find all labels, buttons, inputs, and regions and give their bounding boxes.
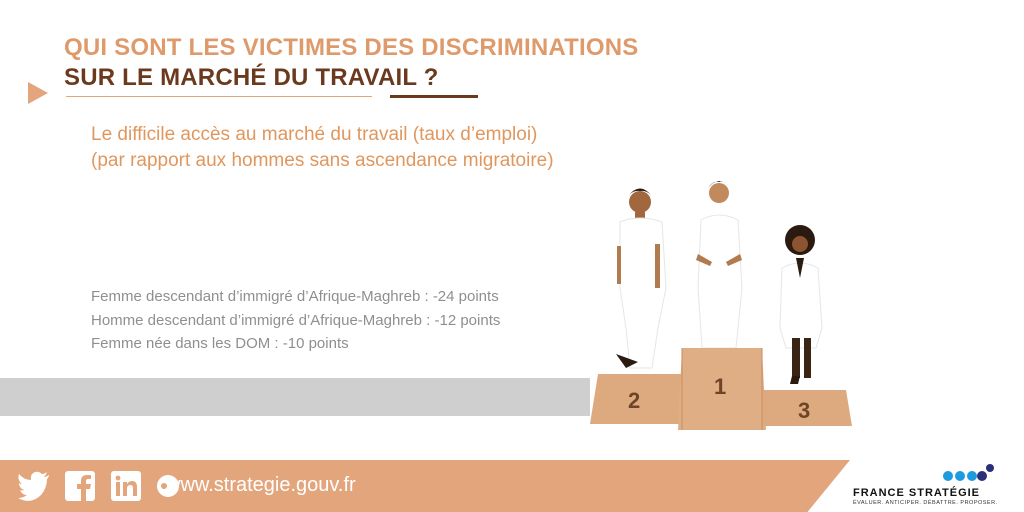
subtitle-line2: (par rapport aux hommes sans ascendance migratoire)	[91, 150, 554, 171]
podium-number-first: 1	[714, 374, 727, 399]
figure-first-place	[696, 181, 742, 348]
brand-tagline: ÉVALUER. ANTICIPER. DÉBATTRE. PROPOSER.	[853, 500, 998, 506]
grey-band	[0, 378, 590, 416]
facebook-icon[interactable]	[60, 467, 100, 505]
france-strategie-logo-icon	[938, 460, 1008, 486]
subtitle-line1: Le difficile accès au marché du travail (taux d’emploi)	[91, 124, 538, 145]
page-title-line1: QUI SONT LES VICTIMES DES DISCRIMINATIONS	[64, 34, 639, 61]
website-link[interactable]: www.strategie.gouv.fr	[166, 474, 356, 496]
stat-item: Femme descendant d’immigré d’Afrique-Maghreb : -24 points	[91, 288, 499, 305]
page-title-line2: SUR LE MARCHÉ DU TRAVAIL ?	[64, 64, 439, 91]
stat-item: Homme descendant d’immigré d’Afrique-Maghreb : -12 points	[91, 312, 501, 329]
play-arrow-icon	[28, 82, 48, 104]
twitter-icon[interactable]	[14, 467, 54, 505]
title-underline-accent	[390, 95, 478, 98]
stat-item: Femme née dans les DOM : -10 points	[91, 335, 349, 352]
podium-illustration	[586, 178, 856, 438]
figure-third-place	[780, 225, 822, 384]
podium-number-second: 2	[628, 388, 641, 413]
podium-number-third: 3	[798, 398, 811, 423]
title-underline	[66, 96, 372, 97]
linkedin-icon[interactable]	[106, 467, 146, 505]
figure-second-place	[616, 189, 666, 369]
brand-name: FRANCE STRATÉGIE	[853, 487, 981, 499]
